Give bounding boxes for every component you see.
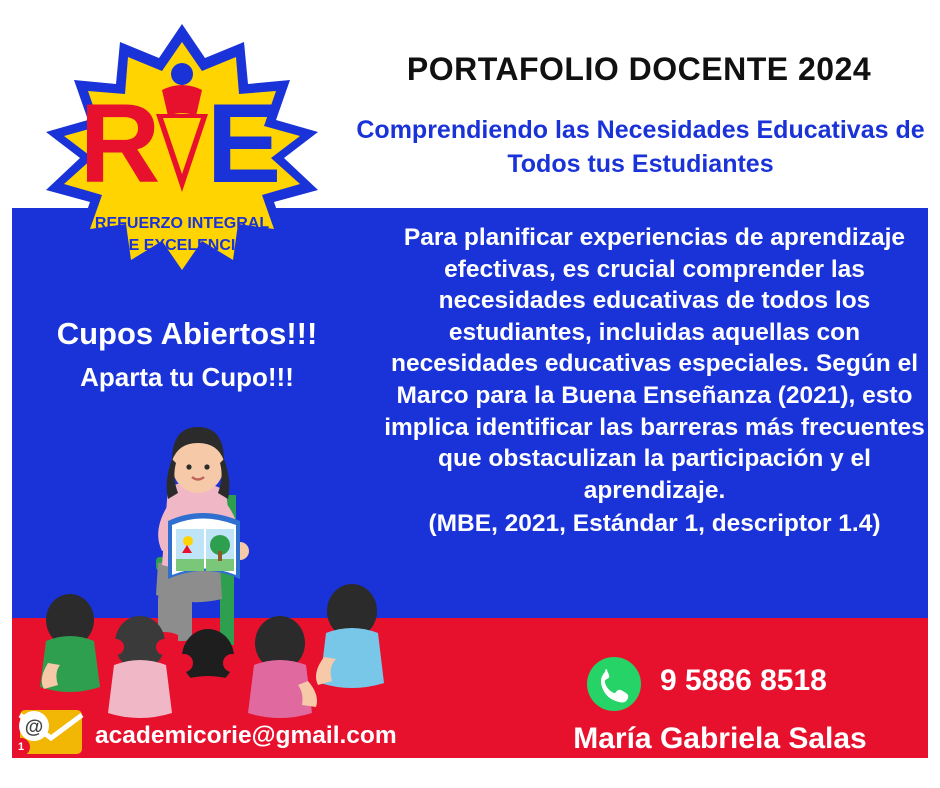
cupos-headline: Cupos Abiertos!!! (56, 316, 318, 351)
child-2 (108, 616, 172, 718)
svg-text:@: @ (24, 717, 44, 738)
logo-tagline-line2: DE EXCELENCIA (117, 237, 247, 254)
child-4 (248, 616, 317, 718)
classroom-illustration-graphic (8, 395, 428, 720)
child-5 (316, 584, 384, 688)
body-paragraph (382, 222, 927, 540)
author-name: María Gabriela Salas (573, 722, 867, 755)
body-paragraph-text: Para planificar experiencias de aprendizaje efectivas, es crucial comprender las necesidades educativas de todos los estudiantes, incluidas aquellas con necesidades educativas especiales. Según el Marco para la Buena Enseñanza (2021), esto implica identificar las barreras más frecuentes que obstaculizan la participación y el aprendizaje. (384, 224, 925, 504)
children-group (40, 584, 384, 720)
classroom-illustration (8, 395, 428, 720)
email-text[interactable]: academicorie@gmail.com (95, 722, 397, 749)
cupos-subheadline: Aparta tu Cupo!!! (80, 362, 294, 392)
rie-logo (22, 22, 342, 292)
whatsapp-icon-graphic (585, 655, 643, 713)
svg-text:E: E (206, 81, 282, 206)
rie-logo-graphic (22, 22, 342, 292)
page-title: PORTAFOLIO DOCENTE 2024 (406, 51, 872, 87)
whatsapp-icon[interactable] (585, 655, 643, 713)
status-badge: 1 (12, 738, 30, 756)
body-reference: (MBE, 2021, Estándar 1, descriptor 1.4) (428, 510, 881, 538)
child-1 (40, 594, 100, 692)
background-band-white-bottom (0, 758, 940, 788)
picture-book (168, 513, 240, 579)
svg-text:R: R (79, 81, 161, 206)
logo-tagline-line1: REFUERZO INTEGRAL (94, 215, 270, 232)
phone-number[interactable]: 9 5886 8518 (660, 664, 827, 697)
page-subtitle: Comprendiendo las Necesidades Educativas de Todos tus Estudiantes (356, 116, 925, 178)
